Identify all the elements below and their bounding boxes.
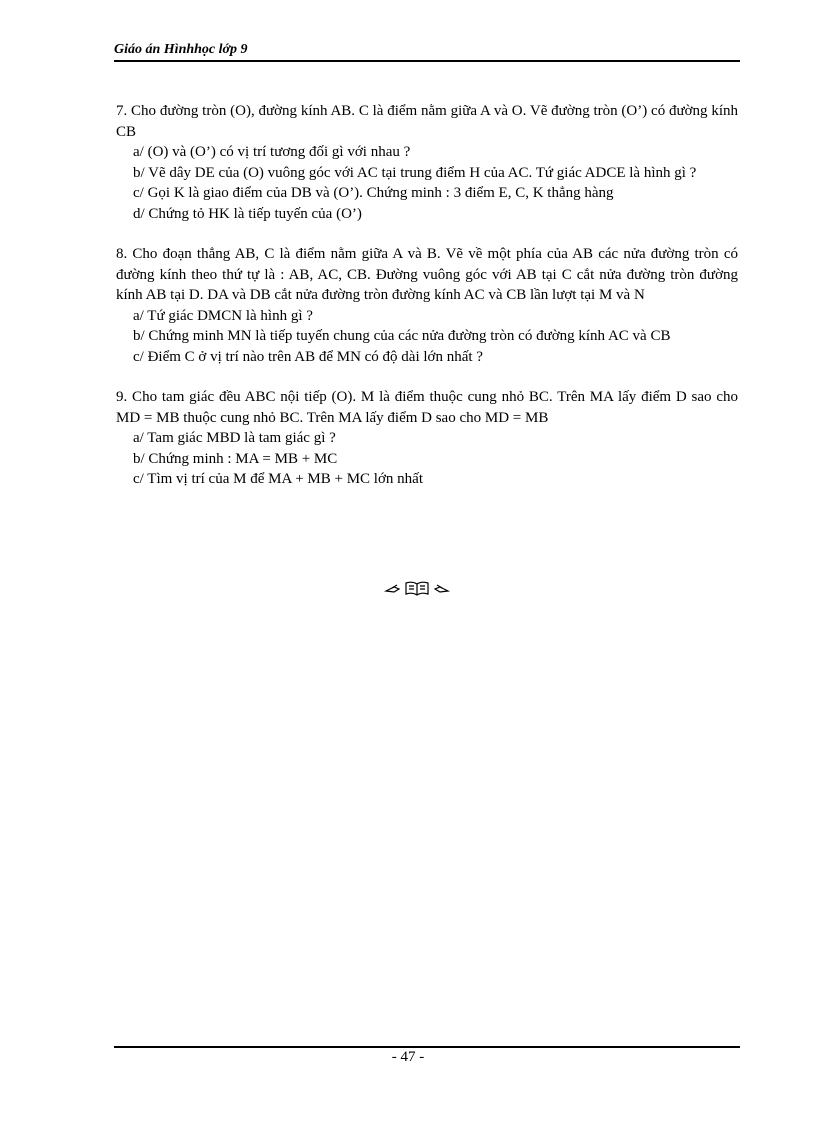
exercise-list [116, 101, 738, 510]
header-title: Giáo án Hìnhhọc lớp 9 [114, 42, 248, 57]
problem-7 [116, 101, 738, 224]
problem-part: a/ (O) và (O’) có vị trí tương đối gì với nhau ? [133, 144, 411, 160]
problem-statement: 8. Cho đoạn thẳng AB, C là điểm nằm giữa A và B. Vẽ về một phía của AB các nửa đường tròn có đường kính theo thứ tự là : AB, AC, CB. Đường vuông góc với AB tại C cắt nửa đường tròn đường kính AB tại D. DA và DB cắt nửa đường tròn đường kính AC và CB lần lượt tại M và N [116, 246, 738, 303]
book-ornament-icon [382, 578, 452, 598]
problem-part: c/ Gọi K là giao điểm của DB và (O’). Chứng minh : 3 điểm E, C, K thẳng hàng [133, 185, 614, 201]
problem-statement: 9. Cho tam giác đều ABC nội tiếp (O). M là điểm thuộc cung nhỏ BC. Trên MA lấy điểm D sao cho MD = MB thuộc cung nhỏ BC. Trên MA lấy điểm D sao cho MD = MB [116, 389, 738, 426]
problem-part: c/ Điểm C ở vị trí nào trên AB để MN có độ dài lớn nhất ? [133, 348, 483, 365]
problem-part: a/ Tứ giác DMCN là hình gì ? [133, 307, 313, 324]
problem-part: b/ Chứng minh : MA = MB + MC [133, 450, 338, 467]
problem-8 [116, 244, 738, 367]
problem-statement: 7. Cho đường tròn (O), đường kính AB. C là điểm nằm giữa A và O. Vẽ đường tròn (O’) có đường kính CB [116, 103, 738, 140]
problem-part: d/ Chứng tỏ HK là tiếp tuyến của (O’) [133, 205, 362, 222]
page-number: - 47 - [391, 1049, 425, 1065]
problem-part: b/ Vẽ dây DE của (O) vuông góc với AC tại trung điểm H của AC. Tứ giác ADCE là hình gì ? [133, 164, 697, 181]
problem-part: b/ Chứng minh MN là tiếp tuyến chung của các nửa đường tròn có đường kính AC và CB [133, 328, 671, 344]
footer-rule [114, 1046, 740, 1048]
problem-part: c/ Tìm vị trí của M để MA + MB + MC lớn nhất [133, 471, 423, 487]
problem-part: a/ Tam giác MBD là tam giác gì ? [133, 430, 336, 446]
problem-9 [116, 387, 738, 490]
header-rule [114, 60, 740, 62]
